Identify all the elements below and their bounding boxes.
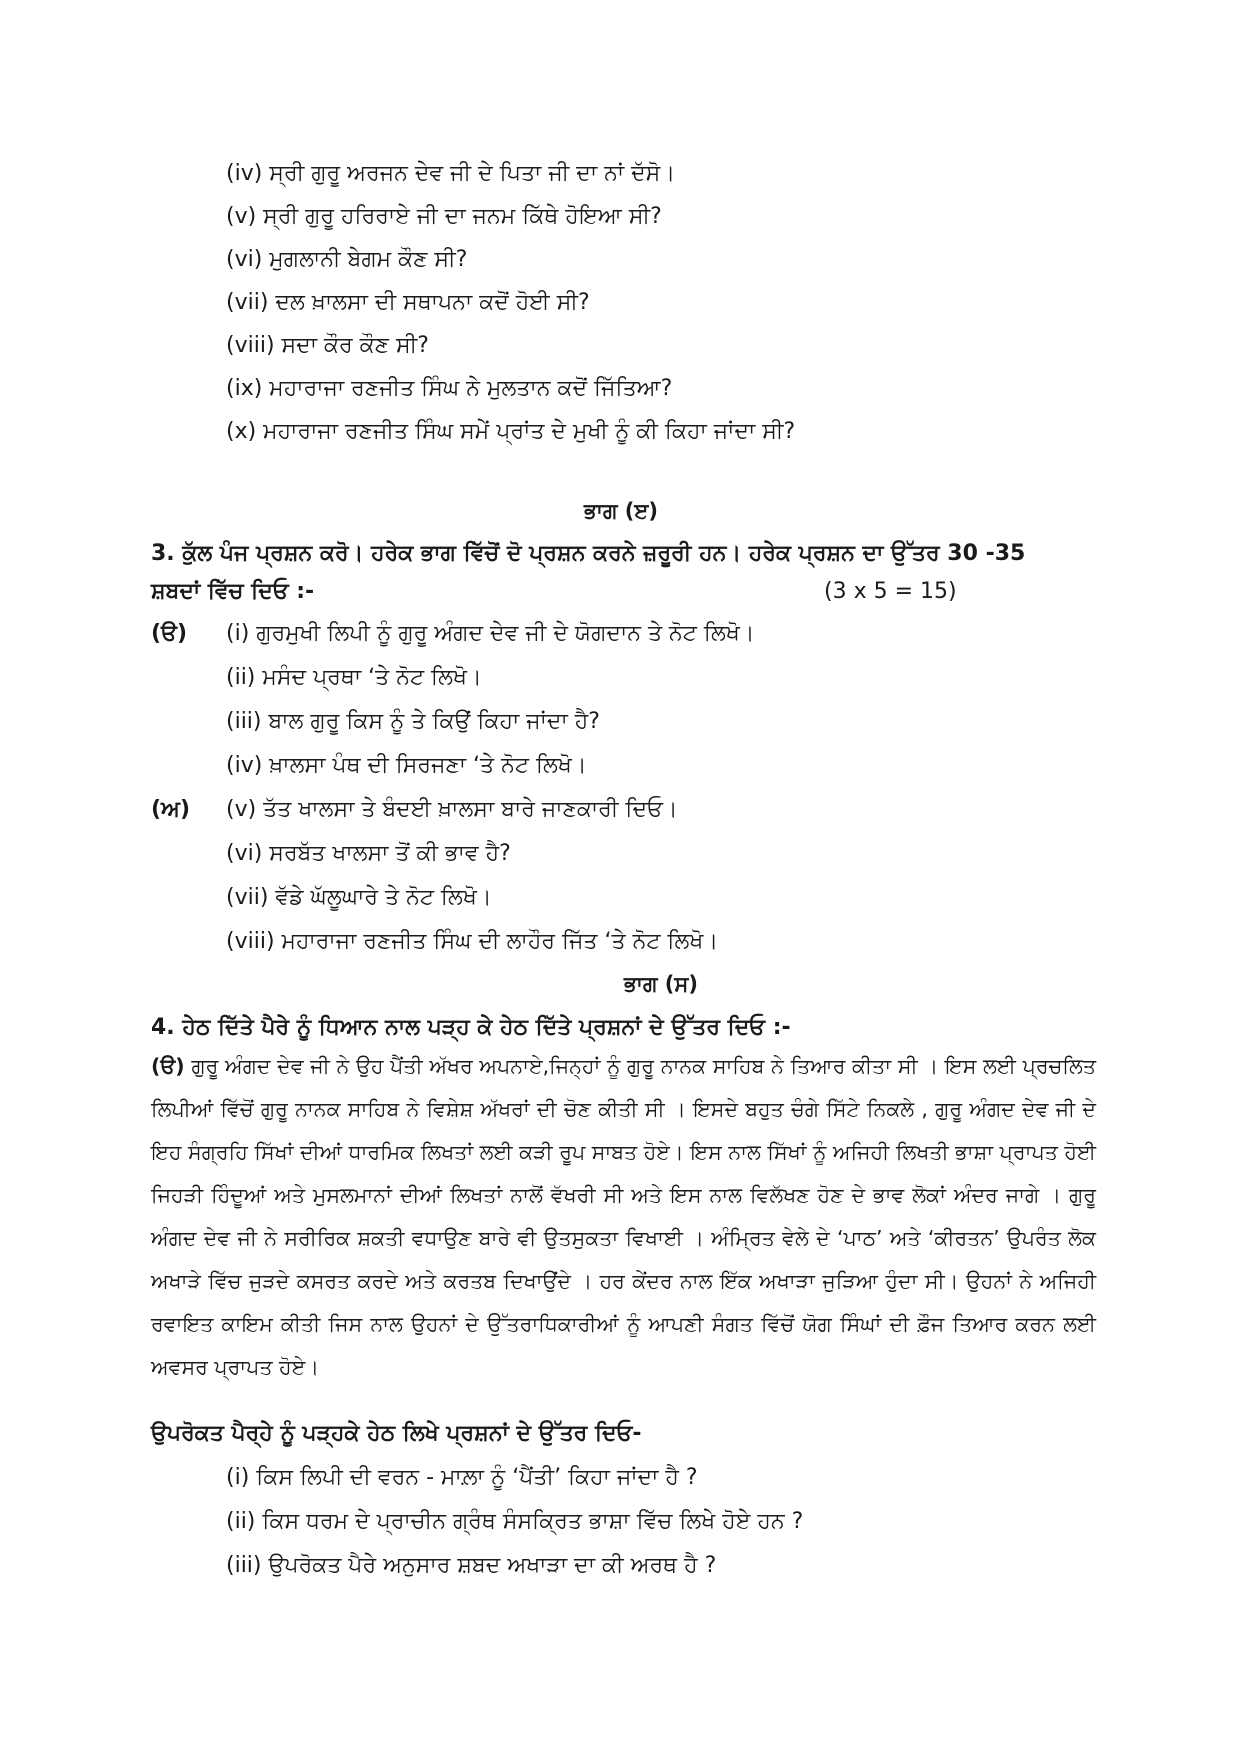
question-iv: (iv) ਸ੍ਰੀ ਗੁਰੂ ਅਰਜਨ ਦੇਵ ਜੀ ਦੇ ਪਿਤਾ ਜੀ ਦਾ ਨਾਂ ਦੱਸੋ। (226, 161, 676, 186)
question-x: (x) ਮਹਾਰਾਜਾ ਰਣਜੀਤ ਸਿੰਘ ਸਮੇਂ ਪ੍ਰਾਂਤ ਦੇ ਮੁਖੀ ਨੂੰ ਕੀ ਕਿਹਾ ਜਾਂਦਾ ਸੀ? (226, 419, 796, 444)
group-a-question-ii: (ii) ਮਸੰਦ ਪ੍ਰਥਾ ‘ਤੇ ਨੋਟ ਲਿਖੋ। (226, 665, 482, 690)
followup-question-i: (i) ਕਿਸ ਲਿਪੀ ਦੀ ਵਰਨ - ਮਾਲ਼ਾ ਨੂੰ ‘ਪੈਂਤੀ’ ਕਿਹਾ ਜਾਂਦਾ ਹੈ ? (226, 1465, 698, 1490)
followup-instruction: ਉਪਰੋਕਤ ਪੈਰ੍ਹੇ ਨੂੰ ਪੜ੍ਹਕੇ ਹੇਠ ਲਿਖੇ ਪ੍ਰਸ਼ਨਾਂ ਦੇ ਉੱਤਰ ਦਿਓ- (151, 1421, 642, 1446)
question-v: (v) ਸ੍ਰੀ ਗੁਰੂ ਹਰਿਰਾਏ ਜੀ ਦਾ ਜਨਮ ਕਿੱਥੇ ਹੋਇਆ ਸੀ? (226, 204, 662, 229)
passage-text: ਗੁਰੂ ਅੰਗਦ ਦੇਵ ਜੀ ਨੇ ਉਹ ਪੈਂਤੀ ਅੱਖਰ ਅਪਨਾਏ,ਜਿਨ੍ਹਾਂ ਨੂੰ ਗੁਰੂ ਨਾਨਕ ਸਾਹਿਬ ਨੇ ਤਿਆਰ ਕੀਤਾ ਸੀ । ਇਸ ਲਈ ਪ੍ਰਚਲਿਤ ਲਿਪੀਆਂ ਵਿੱਚੋਂ ਗੁਰੂ ਨਾਨਕ ਸਾਹਿਬ ਨੇ ਵਿਸ਼ੇਸ਼ ਅੱਖਰਾਂ ਦੀ ਚੋਣ ਕੀਤੀ ਸੀ । ਇਸਦੇ ਬਹੁਤ ਚੰਗੇ ਸਿੱਟੇ ਨਿਕਲੇ , ਗੁਰੂ ਅੰਗਦ ਦੇਵ ਜੀ ਦੇ ਇਹ ਸੰਗ੍ਰਹਿ ਸਿੱਖਾਂ ਦੀਆਂ ਧਾਰਮਿਕ ਲਿਖਤਾਂ ਲਈ ਕੜੀ ਰੂਪ ਸਾਬਤ ਹੋਏ। ਇਸ ਨਾਲ ਸਿੱਖਾਂ ਨੂੰ ਅਜਿਹੀ ਲਿਖਤੀ ਭਾਸ਼ਾ ਪ੍ਰਾਪਤ ਹੋਈ ਜਿਹੜੀ ਹਿੰਦੂਆਂ ਅਤੇ ਮੁਸਲਮਾਨਾਂ ਦੀਆਂ ਲਿਖਤਾਂ ਨਾਲੋਂ ਵੱਖਰੀ ਸੀ ਅਤੇ ਇਸ ਨਾਲ ਵਿਲੱਖਣ ਹੋਣ ਦੇ ਭਾਵ ਲੋਕਾਂ ਅੰਦਰ ਜਾਗੇ । ਗੁਰੂ ਅੰਗਦ ਦੇਵ ਜੀ ਨੇ ਸਰੀਰਿਕ ਸ਼ਕਤੀ ਵਧਾਉਣ ਬਾਰੇ ਵੀ ਉਤਸੁਕਤਾ ਵਿਖਾਈ । ਅੰਮ੍ਰਿਤ ਵੇਲੇ ਦੇ ‘ਪਾਠ’ ਅਤੇ ‘ਕੀਰਤਨ’ ਉਪਰੰਤ ਲੋਕ ਅਖਾੜੇ ਵਿੱਚ ਜੁੜਦੇ ਕਸਰਤ ਕਰਦੇ ਅਤੇ ਕਰਤਬ ਦਿਖਾਉਂਦੇ । ਹਰ ਕੇਂਦਰ ਨਾਲ ਇੱਕ ਅਖਾੜਾ ਜੁੜਿਆ ਹੁੰਦਾ ਸੀ। ਉਹਨਾਂ ਨੇ ਅਜਿਹੀ ਰਵਾਇਤ ਕਾਇਮ ਕੀਤੀ ਜਿਸ ਨਾਲ ਉਹਨਾਂ ਦੇ ਉੱਤਰਾਧਿਕਾਰੀਆਂ ਨੂੰ ਆਪਣੀ ਸੰਗਤ ਵਿੱਚੋਂ ਯੋਗ ਸਿੰਘਾਂ ਦੀ ਫ਼ੌਜ ਤਿਆਰ ਕਰਨ ਲਈ ਅਵਸਰ ਪ੍ਰਾਪਤ ਹੋਏ। (151, 1054, 1096, 1379)
group-b-question-v: (v) ਤੱਤ ਖਾਲਸਾ ਤੇ ਬੰਦਈ ਖ਼ਾਲਸਾ ਬਾਰੇ ਜਾਣਕਾਰੀ ਦਿਓ। (226, 797, 678, 822)
group-b-question-vi: (vi) ਸਰਬੱਤ ਖਾਲਸਾ ਤੋਂ ਕੀ ਭਾਵ ਹੈ? (226, 841, 511, 866)
section-s-heading: ਭਾਗ (ਸ) (624, 972, 698, 996)
group-a-label: (ੳ) (151, 621, 188, 646)
group-a-question-iv: (iv) ਖ਼ਾਲਸਾ ਪੰਥ ਦੀ ਸਿਰਜਣਾ ‘ਤੇ ਨੋਟ ਲਿਖੋ। (226, 753, 587, 778)
followup-question-ii: (ii) ਕਿਸ ਧਰਮ ਦੇ ਪ੍ਰਾਚੀਨ ਗ੍ਰੰਥ ਸੰਸਕ੍ਰਿਤ ਭਾਸ਼ਾ ਵਿੱਚ ਲਿਖੇ ਹੋਏ ਹਨ ? (226, 1509, 804, 1534)
group-b-question-vii: (vii) ਵੱਡੇ ਘੱਲੂਘਾਰੇ ਤੇ ਨੋਟ ਲਿਖੋ। (226, 885, 492, 910)
passage-label: (ੳ) (151, 1054, 185, 1078)
question-ix: (ix) ਮਹਾਰਾਜਾ ਰਣਜੀਤ ਸਿੰਘ ਨੇ ਮੁਲਤਾਨ ਕਦੋਂ ਜਿੱਤਿਆ? (226, 376, 673, 401)
group-b-question-viii: (viii) ਮਹਾਰਾਜਾ ਰਣਜੀਤ ਸਿੰਘ ਦੀ ਲਾਹੌਰ ਜਿੱਤ ‘ਤੇ ਨੋਟ ਲਿਖੋ। (226, 929, 719, 954)
group-b-label: (ਅ) (151, 797, 191, 822)
q4-instruction: 4. ਹੇਠ ਦਿੱਤੇ ਪੈਰੇ ਨੂੰ ਧਿਆਨ ਨਾਲ ਪੜ੍ਹ ਕੇ ਹੇਠ ਦਿੱਤੇ ਪ੍ਰਸ਼ਨਾਂ ਦੇ ਉੱਤਰ ਦਿਓ :- (151, 1015, 791, 1040)
q3-marks: (3 x 5 = 15) (824, 579, 957, 604)
q3-instruction-line2: ਸ਼ਬਦਾਂ ਵਿੱਚ ਦਿਓ :- (151, 579, 315, 604)
followup-question-iii: (iii) ਉਪਰੋਕਤ ਪੈਰੇ ਅਨੁਸਾਰ ਸ਼ਬਦ ਅਖਾੜਾ ਦਾ ਕੀ ਅਰਥ ਹੈ ? (226, 1553, 717, 1578)
question-vii: (vii) ਦਲ ਖ਼ਾਲਸਾ ਦੀ ਸਥਾਪਨਾ ਕਦੋਂ ਹੋਈ ਸੀ? (226, 290, 590, 315)
section-e-heading: ਭਾਗ (ੲ) (584, 499, 658, 523)
question-vi: (vi) ਮੁਗਲਾਨੀ ਬੇਗਮ ਕੌਣ ਸੀ? (226, 247, 468, 272)
q3-instruction-line1: 3. ਕੁੱਲ ਪੰਜ ਪ੍ਰਸ਼ਨ ਕਰੋ। ਹਰੇਕ ਭਾਗ ਵਿੱਚੋਂ ਦੋ ਪ੍ਰਸ਼ਨ ਕਰਨੇ ਜ਼ਰੂਰੀ ਹਨ। ਹਰੇਕ ਪ੍ਰਸ਼ਨ ਦਾ ਉੱਤਰ 30 -35 (151, 541, 1026, 566)
group-a-question-iii: (iii) ਬਾਲ ਗੁਰੂ ਕਿਸ ਨੂੰ ਤੇ ਕਿਉਂ ਕਿਹਾ ਜਾਂਦਾ ਹੈ? (226, 709, 600, 734)
question-viii: (viii) ਸਦਾ ਕੌਰ ਕੌਣ ਸੀ? (226, 333, 429, 358)
group-a-question-i: (i) ਗੁਰਮੁਖੀ ਲਿਪੀ ਨੂੰ ਗੁਰੂ ਅੰਗਦ ਦੇਵ ਜੀ ਦੇ ਯੋਗਦਾਨ ਤੇ ਨੋਟ ਲਿਖੋ। (226, 621, 755, 646)
passage (151, 1045, 1096, 1389)
